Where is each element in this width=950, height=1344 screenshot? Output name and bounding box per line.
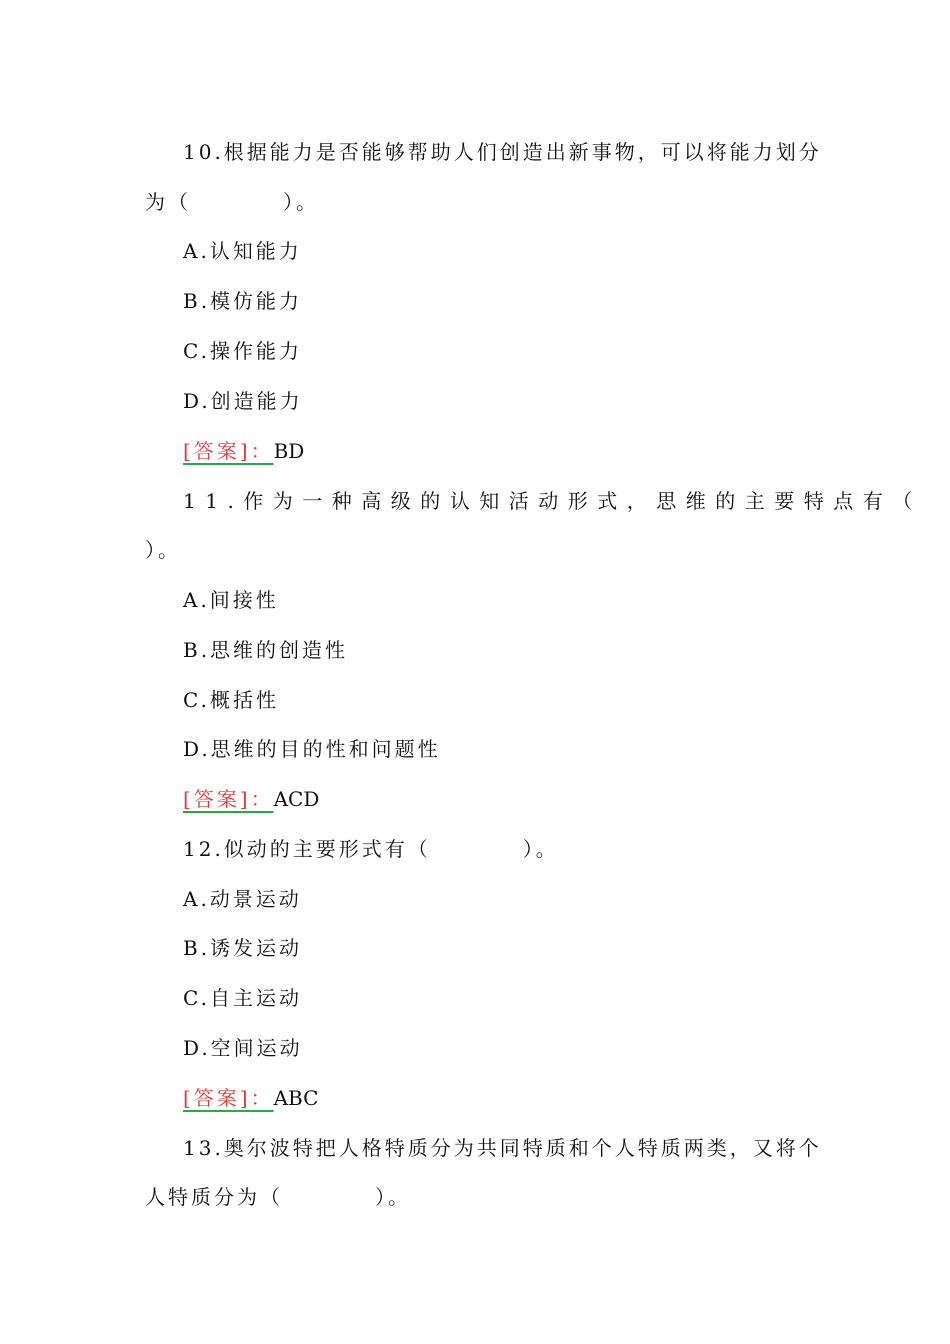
- answer-label: [答案]: [183, 1086, 251, 1110]
- question-13-stem-continued: 人特质分为（ ）。: [145, 1185, 411, 1209]
- question-11-stem-continued: ）。: [145, 538, 181, 562]
- answer-separator: ：: [250, 1086, 274, 1110]
- question-10-option-b: B.模仿能力: [183, 289, 303, 313]
- question-11-option-b: B.思维的创造性: [183, 638, 349, 662]
- question-12-option-a: A.动景运动: [183, 887, 302, 911]
- question-11-answer: [183, 786, 319, 812]
- answer-separator: ：: [250, 439, 274, 463]
- answer-value: ABC: [273, 1086, 319, 1110]
- answer-label: [答案]: [183, 787, 251, 811]
- question-12-answer: [183, 1085, 318, 1111]
- question-10-option-a: A.认知能力: [183, 239, 302, 263]
- question-10-stem: 10.根据能力是否能够帮助人们创造出新事物，可以将能力划分: [183, 140, 822, 164]
- question-11-stem: 11.作为一种高级的认知活动形式，思维的主要特点有（: [183, 489, 922, 513]
- question-12-option-d: D.空间运动: [183, 1036, 303, 1060]
- answer-value: ACD: [273, 787, 320, 811]
- question-12-option-b: B.诱发运动: [183, 936, 303, 960]
- question-10-option-c: C.操作能力: [183, 339, 302, 363]
- question-11-option-c: C.概括性: [183, 688, 279, 712]
- question-11-option-d: D.思维的目的性和问题性: [183, 737, 441, 761]
- question-10-option-d: D.创造能力: [183, 389, 303, 413]
- answer-separator: ：: [250, 787, 274, 811]
- question-13-stem: 13.奥尔波特把人格特质分为共同特质和个人特质两类，又将个: [183, 1136, 822, 1160]
- answer-value: BD: [273, 439, 305, 463]
- question-11-option-a: A.间接性: [183, 588, 279, 612]
- question-12-stem: 12.似动的主要形式有（ ）。: [183, 837, 559, 861]
- question-10-stem-continued: 为（ ）。: [145, 190, 319, 214]
- question-12-option-c: C.自主运动: [183, 986, 302, 1010]
- question-10-answer: [183, 438, 304, 464]
- answer-label: [答案]: [183, 439, 251, 463]
